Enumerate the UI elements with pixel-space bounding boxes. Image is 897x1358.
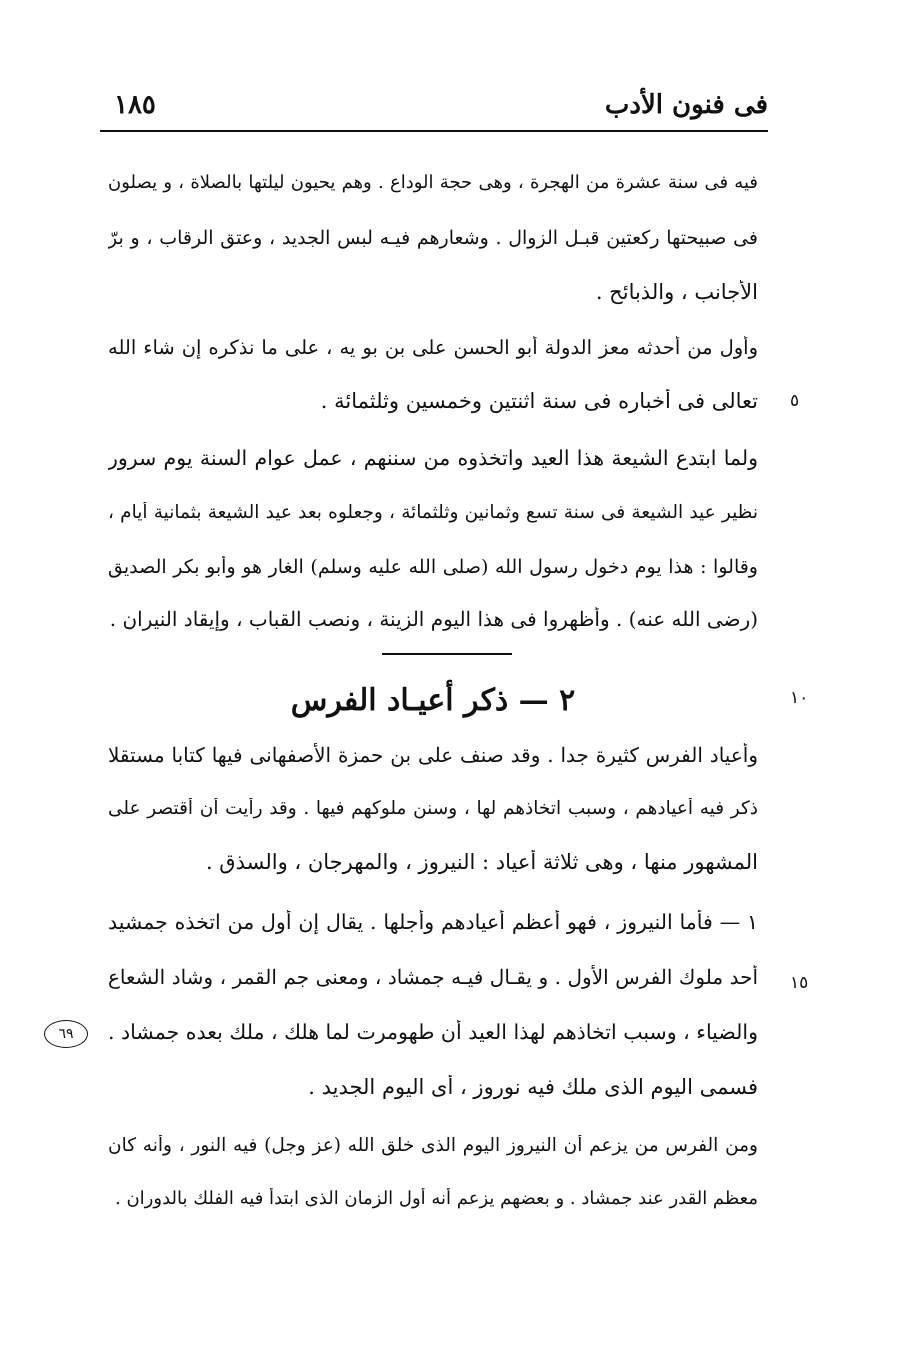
section-heading: ٢ — ذكر أعيـاد الفرس xyxy=(290,683,576,718)
text-line: وأول من أحدثه معز الدولة أبو الحسن على بن بو يه ، على ما نذكره إن شاء الله xyxy=(108,336,758,359)
running-title: فى فنون الأدب xyxy=(604,90,768,120)
text-line: ومن الفرس من يزعم أن النيروز اليوم الذى خلق الله (عز وجل) فيه النور ، وأنه كان xyxy=(108,1135,758,1156)
text-line: ولما ابتدع الشيعة هذا العيد واتخذوه من سننهم ، عمل عوام السنة يوم سرور xyxy=(108,446,758,470)
text-line: معظم القدر عند جمشاد . و بعضهم يزعم أنه أول الزمان الذى ابتدأ فيه الفلك بالدوران . xyxy=(115,1188,758,1209)
margin-line-number: ١٠ xyxy=(790,688,809,708)
header-rule xyxy=(100,130,768,132)
text-line: أحد ملوك الفرس الأول . و يقـال فيـه جمشاد ، ومعنى جم القمر ، وشاد الشعاع xyxy=(108,965,758,989)
page-number: ١٨٥ xyxy=(114,90,156,120)
library-stamp: ٦٩ xyxy=(44,1020,88,1048)
text-line: تعالى فى أخباره فى سنة اثنتين وخمسين وثلثمائة . xyxy=(320,389,758,413)
text-line: فيه فى سنة عشرة من الهجرة ، وهى حجة الوداع . وهم يحيون ليلتها بالصلاة ، و يصلون xyxy=(108,172,758,193)
text-line: فسمى اليوم الذى ملك فيه نوروز ، أى اليوم الجديد . xyxy=(308,1075,758,1099)
section-divider xyxy=(382,653,512,655)
text-line: المشهور منها ، وهى ثلاثة أعياد : النيروز ، والمهرجان ، والسذق . xyxy=(205,850,758,874)
text-line: ذكر فيه أعيادهم ، وسبب اتخاذهم لها ، وسنن ملوكهم فيها . وقد رأيت أن أقتصر على xyxy=(108,798,758,819)
text-line: الأجانب ، والذبائح . xyxy=(595,280,758,304)
text-line: وقالوا : هذا يوم دخول رسول الله (صلى الله عليه وسلم) الغار هو وأبو بكر الصديق xyxy=(108,556,758,578)
page-header xyxy=(100,86,768,130)
text-line: فى صبيحتها ركعتين قبـل الزوال . وشعارهم فيـه لبس الجديد ، وعتق الرقاب ، و برّ xyxy=(108,227,758,249)
margin-line-number: ٥ xyxy=(790,391,800,411)
margin-line-number: ١٥ xyxy=(790,973,809,993)
text-line: (رضى الله عنه) . وأظهروا فى هذا اليوم الزينة ، ونصب القباب ، وإيقاد النيران . xyxy=(109,607,758,631)
text-line: والضياء ، وسبب اتخاذهم لهذا العيد أن طهومرت لما هلك ، ملك بعده جمشاد . xyxy=(108,1020,758,1044)
text-line: نظير عيد الشيعة فى سنة تسع وثمانين وثلثمائة ، وجعلوه بعد عيد الشيعة بثمانية أيام ، xyxy=(108,502,758,523)
text-line: ١ — فأما النيروز ، فهو أعظم أعيادهم وأجلها . يقال إن أول من اتخذه جمشيد xyxy=(108,910,758,934)
text-line: وأعياد الفرس كثيرة جدا . وقد صنف على بن حمزة الأصفهانى فيها كتابا مستقلا xyxy=(108,743,758,767)
